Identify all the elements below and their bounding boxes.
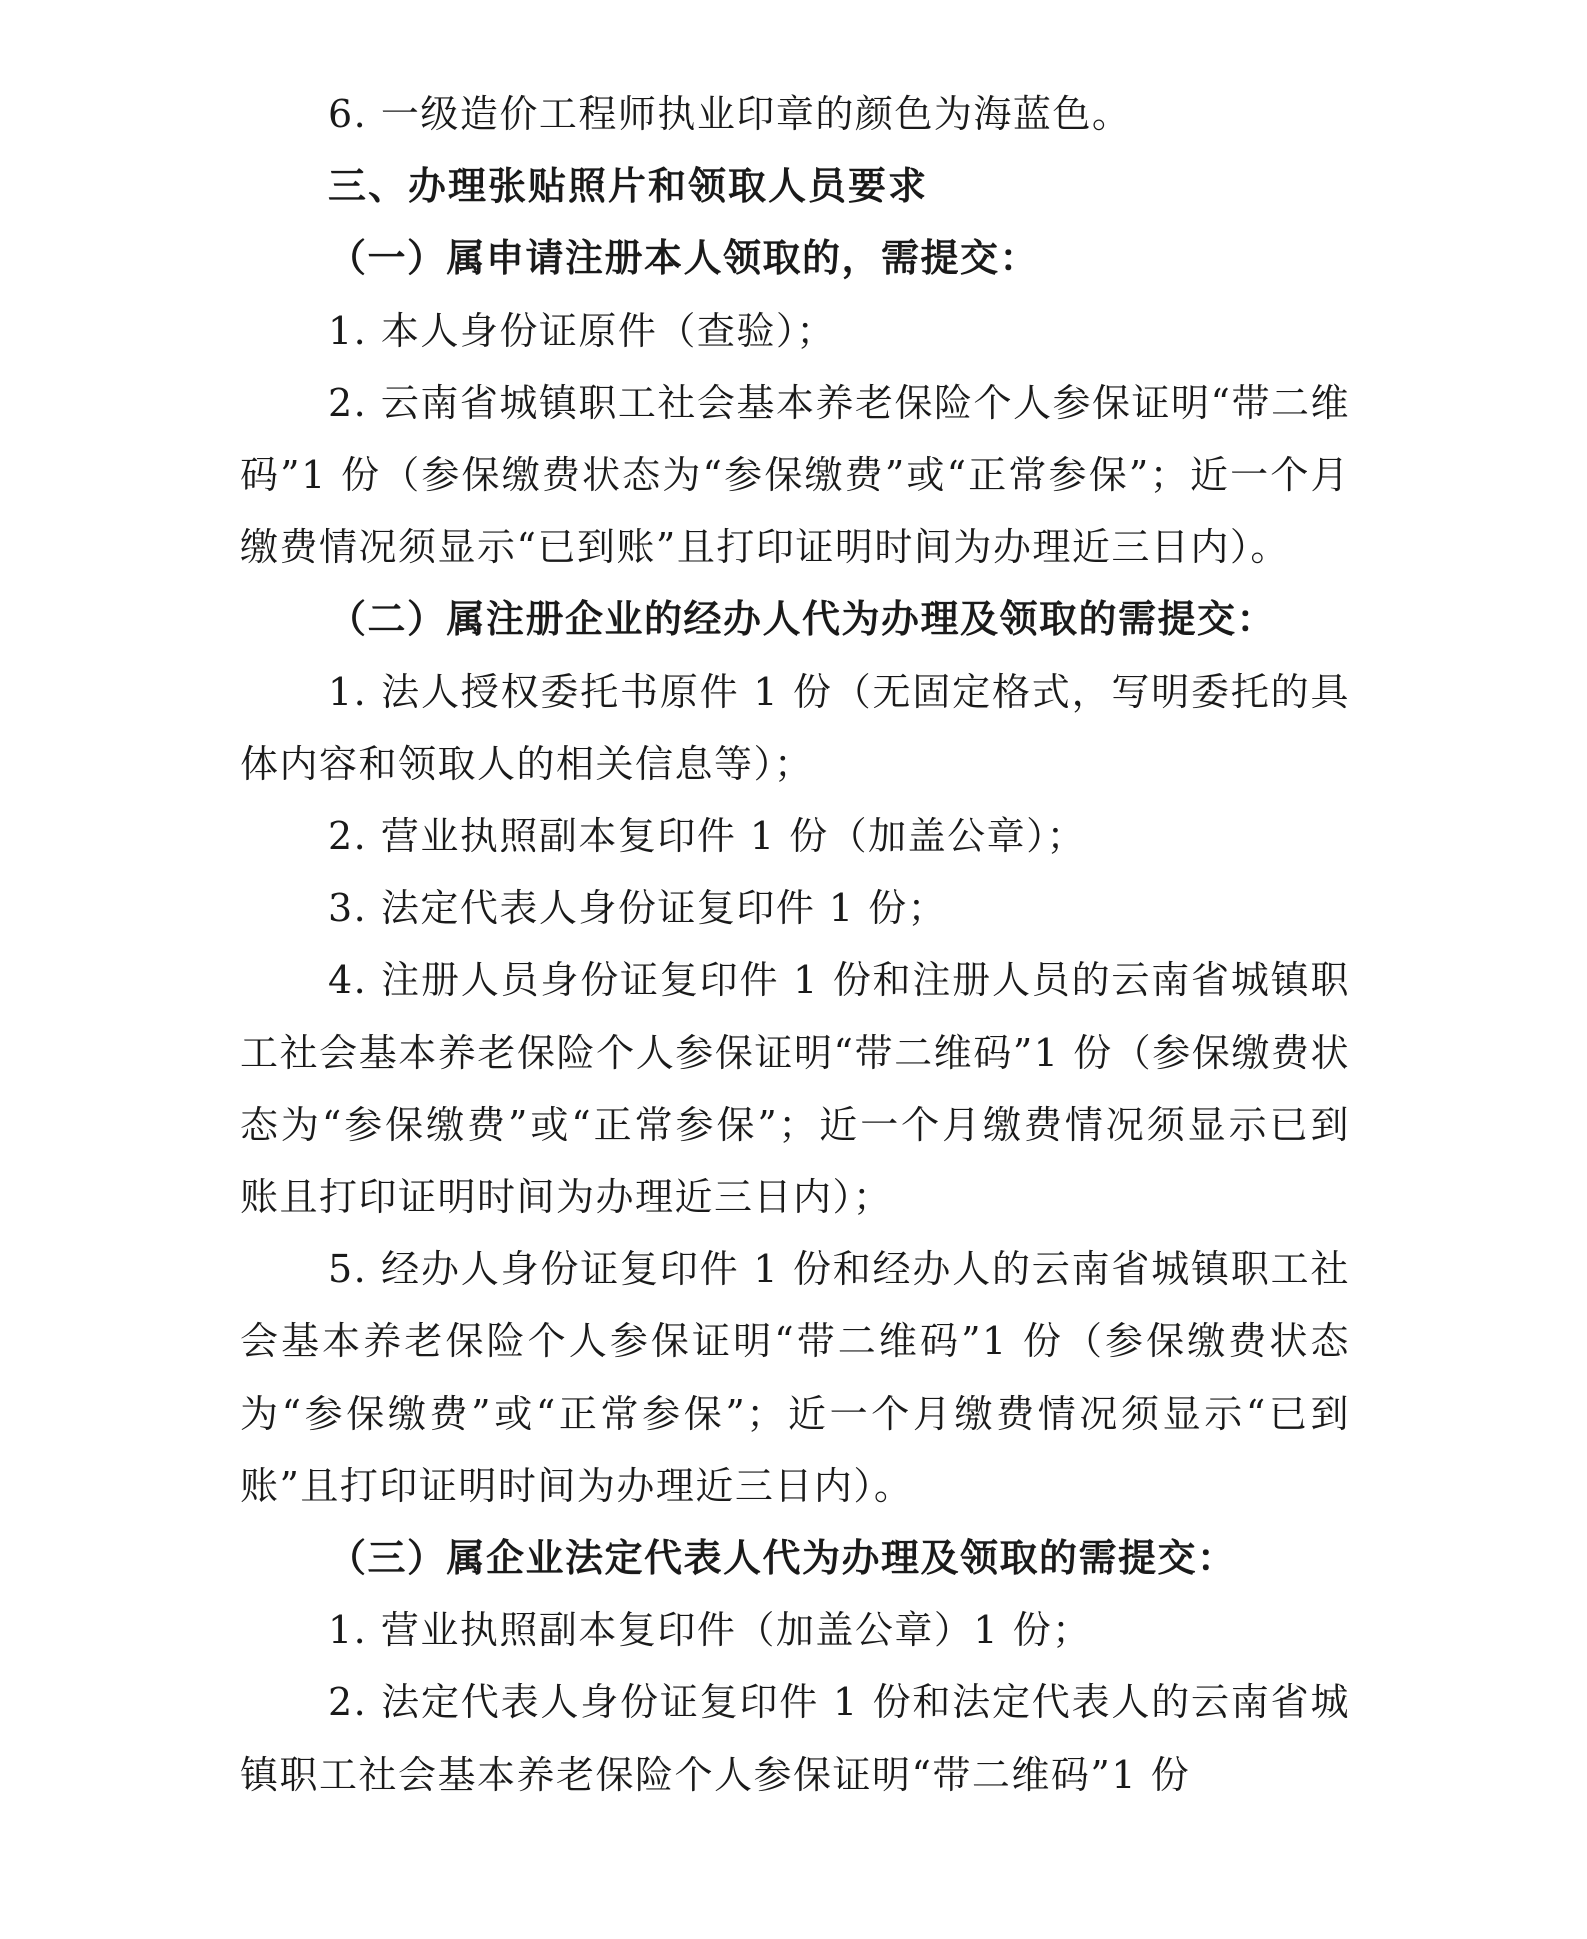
paragraph-item: 2. 营业执照副本复印件 1 份（加盖公章）；: [328, 814, 1087, 859]
subheading-3: （三）属企业法定代表人代为办理及领取的需提交：: [328, 1535, 1237, 1581]
paragraph-item-6-seal-color: 6. 一级造价工程师执业印章的颜色为海蓝色。: [328, 92, 1132, 136]
paragraph-item: 2. 法定代表人身份证复印件 1 份和法定代表人的云南省城镇职工社会基本养老保险个人参保证明“带二维码”1 份: [240, 1680, 1350, 1797]
subheading-2: （二）属注册企业的经办人代为办理及领取的需提交：: [328, 596, 1277, 642]
paragraph-item: 5. 经办人身份证复印件 1 份和经办人的云南省城镇职工社会基本养老保险个人参保证明“带二维码”1 份（参保缴费状态为“参保缴费”或“正常参保”；近一个月缴费情况须显示“已到账”且打印证明时间为办理近三日内）。: [240, 1247, 1350, 1508]
paragraph-item: 2. 云南省城镇职工社会基本养老保险个人参保证明“带二维码”1 份（参保缴费状态为“参保缴费”或“正常参保”；近一个月缴费情况须显示“已到账”且打印证明时间为办理近三日内）。: [240, 380, 1350, 570]
section-heading-3: 三、办理张贴照片和领取人员要求: [328, 164, 929, 209]
subheading-1: （一）属申请注册本人领取的，需提交：: [328, 235, 1040, 281]
paragraph-item: 4. 注册人员身份证复印件 1 份和注册人员的云南省城镇职工社会基本养老保险个人参保证明“带二维码”1 份（参保缴费状态为“参保缴费”或“正常参保”；近一个月缴费情况须显示已到账且打印证明时间为办理近三日内）；: [240, 958, 1350, 1220]
paragraph-item: 3. 法定代表人身份证复印件 1 份；: [328, 886, 948, 931]
document-page: [240, 78, 1350, 1811]
paragraph-item: 1. 本人身份证原件（查验）；: [328, 308, 836, 353]
paragraph-item: 1. 营业执照副本复印件（加盖公章）1 份；: [328, 1608, 1092, 1653]
paragraph-item: 1. 法人授权委托书原件 1 份（无固定格式，写明委托的具体内容和领取人的相关信息等）；: [240, 669, 1350, 786]
